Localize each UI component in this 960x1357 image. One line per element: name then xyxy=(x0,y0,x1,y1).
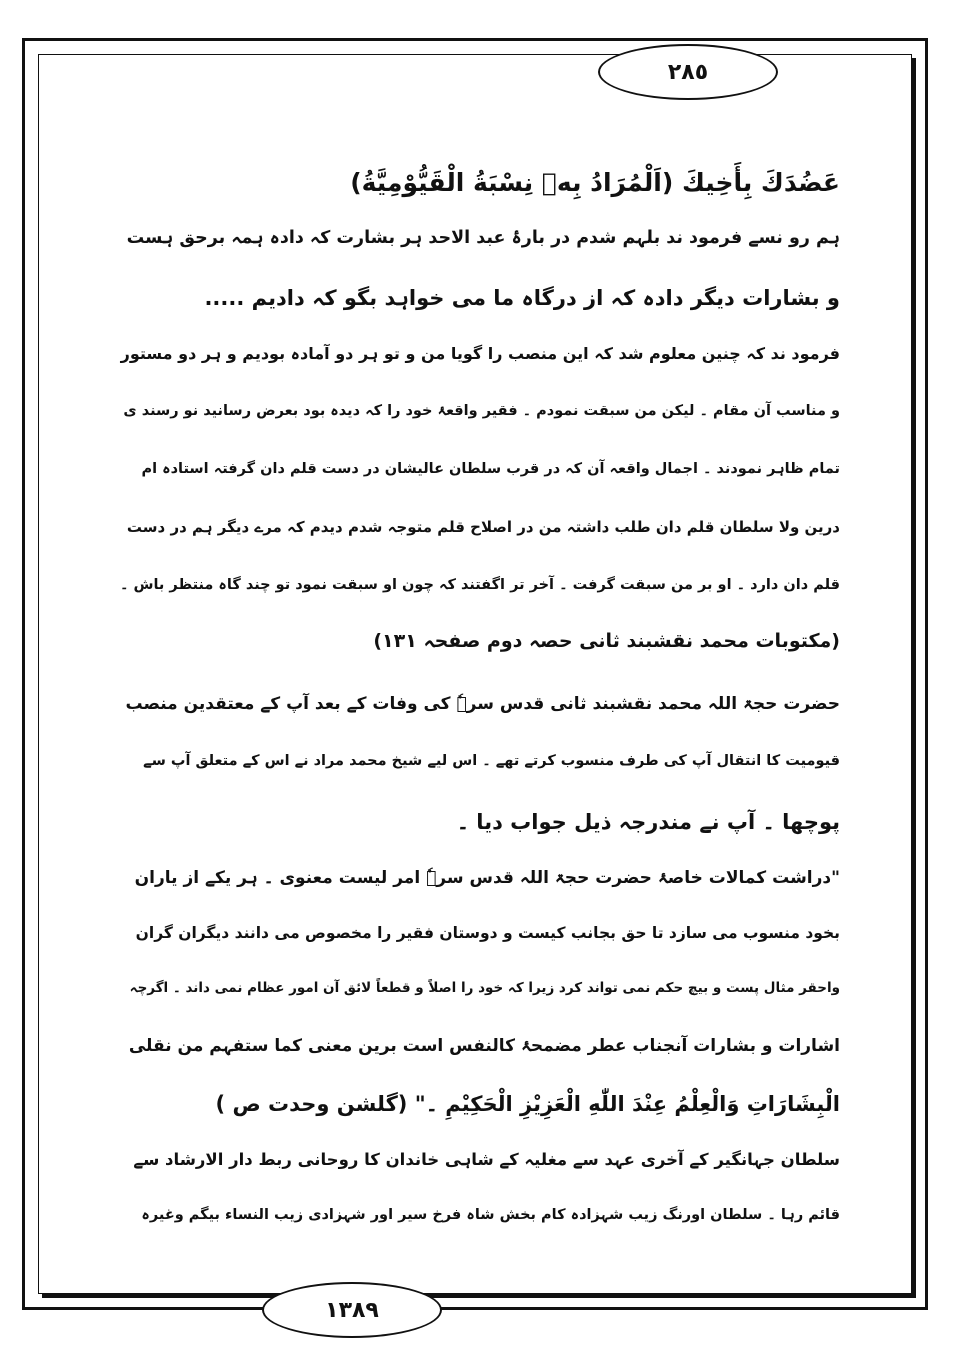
quote-line-1: "دراشت کمالات خاصۂ حضرت حجۃ اللہ قدس سرہٗ امر لیست معنوی ۔ ہر یکے از یاران xyxy=(134,868,840,888)
persian-line-1: ہم رو نسے فرمود ند بلہم شدم در بارۂ عبد الاحد ہر بشارت کہ دادہ ہمہ برحق ہست xyxy=(126,228,840,248)
urdu-line-1: حضرت حجۃ اللہ محمد نقشبند ثانی قدس سرہٗ کی وفات کے بعد آپ کے معتقدین منصب xyxy=(125,694,840,714)
page-number-top: ٢٨٥ xyxy=(598,44,778,100)
urdu-line-2: قیومیت کا انتقال آپ کی طرف منسوب کرتے تھے ۔ اس لیے شیخ محمد مراد نے اس کے متعلق آپ سے xyxy=(143,753,840,769)
persian-line-6: درین ولا سلطان قلم دان طلب داشتہ من در اصلاح قلم متوجہ شدم دیدم کہ مرے دیگر ہم در دست xyxy=(126,518,840,536)
page-number-bottom: ١٣٨٩ xyxy=(262,1282,442,1338)
persian-line-5: تمام ظاہر نمودند ۔ اجمال واقعہ آن کہ در قرب سلطان عالیشان در دست قلم دان گرفتہ استادہ ام xyxy=(141,461,840,477)
quote-line-4: اشارات و بشارات آنجناب عطر مضمحۂ کالنفس است برین معنی کما ستفہم من نقلی xyxy=(128,1036,840,1056)
citation-maktubat: (مکتوبات محمد نقشبند ثانی حصہ دوم صفحہ ١٣١) xyxy=(373,630,840,652)
section-heading: عَضُدَكَ بِأَخِيكَ (اَلْمُرَادُ بِهٖ نِسْبَةُ الْقَيُّوْمِيَّةُ) xyxy=(350,168,840,197)
quote-line-3: واحقر مثال پست و بیچ حکم نمی تواند کرد زیرا کہ خود را اصلاً و قطعاً لائق آن امور عظام نمی داند ۔ اگرچہ xyxy=(129,980,840,996)
closing-line-2: قائم رہا ۔ سلطان اورنگ زیب شہزادہ کام بخش شاہ فرخ سیر اور شہزادی زیب النساء بیگم وغیرہ xyxy=(141,1207,840,1223)
persian-line-2: و بشارات دیگر دادہ کہ از درگاہ ما می خواہد بگو کہ دادیم ..... xyxy=(204,286,840,310)
urdu-line-3: پوچھا ۔ آپ نے مندرجہ ذیل جواب دیا ۔ xyxy=(456,810,840,834)
persian-line-7: قلم دان دارد ۔ او بر من سبقت گرفت ۔ آخر تر اگفتند کہ چون او سبقت نمود تو چند گاہ منتظر باش ۔ xyxy=(119,577,840,593)
quote-line-5: الْبِشَارَاتِ وَالْعِلْمُ عِنْدَ اللّٰهِ الْعَزِيْزِ الْحَكِيْمِ ۔" (گلشن وحدت ص ) xyxy=(215,1092,840,1116)
persian-line-3: فرمود ند کہ چنین معلوم شد کہ این منصب را گویا من و تو ہر دو آمادہ بودیم و ہر دو مستور xyxy=(120,344,840,363)
closing-line-1: سلطان جہانگیر کے آخری عہد سے مغلیہ کے شاہی خاندان کا روحانی ربط دار الارشاد سے xyxy=(133,1150,840,1169)
persian-line-4: و مناسب آن مقام ۔ لیکن من سبقت نمودم ۔ فقیر واقعۂ خود را کہ دیدہ بود بعرض رسانید نو رسند ی xyxy=(123,403,840,419)
quote-line-2: بخود منسوب می سازد تا حق بجانب کیست و دوستان فقیر را مخصوص می دانند دیگران گران xyxy=(135,924,840,942)
